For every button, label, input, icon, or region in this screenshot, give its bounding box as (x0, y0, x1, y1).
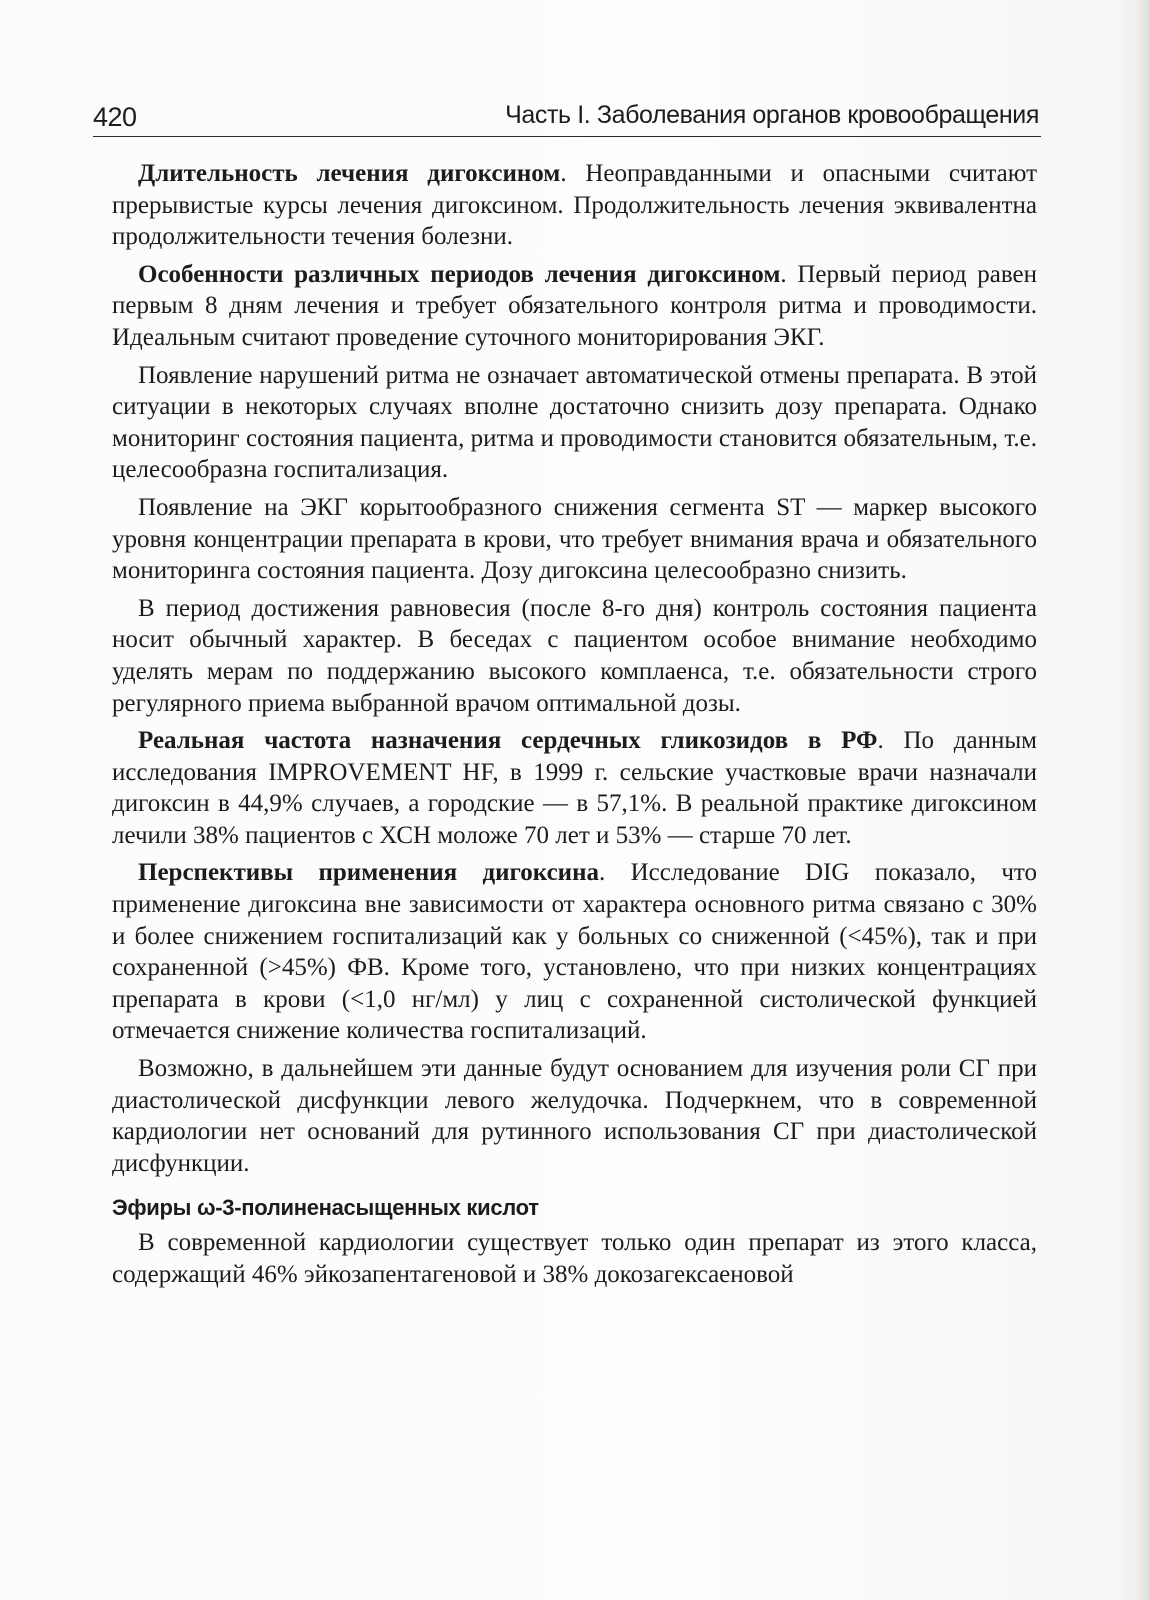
running-title: Часть I. Заболевания органов кровообращения (505, 101, 1039, 129)
paragraph-text: . Первый период равен первым 8 дням лечения и требует обязательного контроля ритма и проводимости. Идеальным считают проведение суточного мониторирования ЭКГ. (112, 260, 1037, 351)
page-edge-shadow (1134, 0, 1150, 1600)
paragraph-text: Появление на ЭКГ корытообразного снижения сегмента ST — маркер высокого уровня концентрации препарата в крови, что требует внимания врача и обязательного мониторинга состояния пациента. Дозу дигоксина целесообразно снизить. (112, 493, 1037, 585)
paragraph-lead: Особенности различных периодов лечения дигоксином (138, 260, 781, 288)
paragraph-lead: Реальная частота назначения сердечных гликозидов в РФ (138, 727, 878, 755)
paragraph-arrhythmia (112, 360, 1037, 486)
page-body (112, 158, 1037, 1291)
paragraph-text: . По данным исследования IMPROVEMENT HF, в 1999 г. сельские участковые врачи назначали дигоксин в 44,9% случаев, а городские — в 57,1%. В реальной практике дигоксином лечили 38% пациентов с ХСН моложе 70 лет и 53% — старше 70 лет. (112, 727, 1037, 849)
paragraph-text: Появление нарушений ритма не означает автоматической отмены препарата. В этой ситуации в некоторых случаях вполне достаточно снизить дозу препарата. Однако мониторинг состояния пациента, ритма и проводимости становится обязательным, т.е. целесообразна госпитализация. (112, 361, 1037, 484)
page-header (93, 100, 1041, 137)
paragraph-digoxin-duration (112, 158, 1037, 253)
paragraph-equilibrium (112, 593, 1037, 719)
paragraph-text: . Исследование DIG показало, что применение дигоксина вне зависимости от характера основного ритма связано с 30% и более снижением госпитализаций как у больных со сниженной (<45%), так и при сохраненной (>45%) ФВ. Кроме того, установлено, что при низких концентрациях препарата в крови (<1,0 нг/мл) у лиц с сохраненной систолической функцией отмечается снижение количества госпитализаций. (112, 859, 1037, 1045)
page-number: 420 (93, 102, 137, 132)
paragraph-lead: Длительность лечения дигоксином (138, 160, 561, 187)
paragraph-treatment-periods (112, 259, 1037, 354)
paragraph-perspectives (112, 857, 1037, 1047)
paragraph-text: Возможно, в дальнейшем эти данные будут основанием для изучения роли СГ при диастолической дисфункции левого желудочка. Подчеркнем, что в современной кардиологии нет оснований для рутинного использования СГ при диастолической дисфункции. (112, 1055, 1037, 1177)
paragraph-ecg-st (112, 492, 1037, 587)
paragraph-text: . Неоправданными и опасными считают прерывистые курсы лечения дигоксином. Продолжительность лечения эквивалентна продолжительности течения болезни. (112, 160, 1037, 251)
paragraph-omega3 (112, 1227, 1037, 1290)
paragraph-diastolic (112, 1053, 1037, 1179)
paragraph-real-frequency (112, 725, 1037, 851)
paragraph-lead: Перспективы применения дигоксина (138, 859, 599, 887)
paragraph-text: В современной кардиологии существует только один препарат из этого класса, содержащий 46% эйкозапентагеновой и 38% докозагексаеновой (112, 1229, 1037, 1288)
section-heading: Эфиры ω-3-полиненасыщенных кислот (112, 1195, 539, 1221)
paragraph-text: В период достижения равновесия (после 8-го дня) контроль состояния пациента носит обычный характер. В беседах с пациентом особое внимание необходимо уделять мерам по поддержанию высокого комплаенса, т.е. обязательности строго регулярного приема выбранной врачом оптимальной дозы. (112, 594, 1037, 717)
